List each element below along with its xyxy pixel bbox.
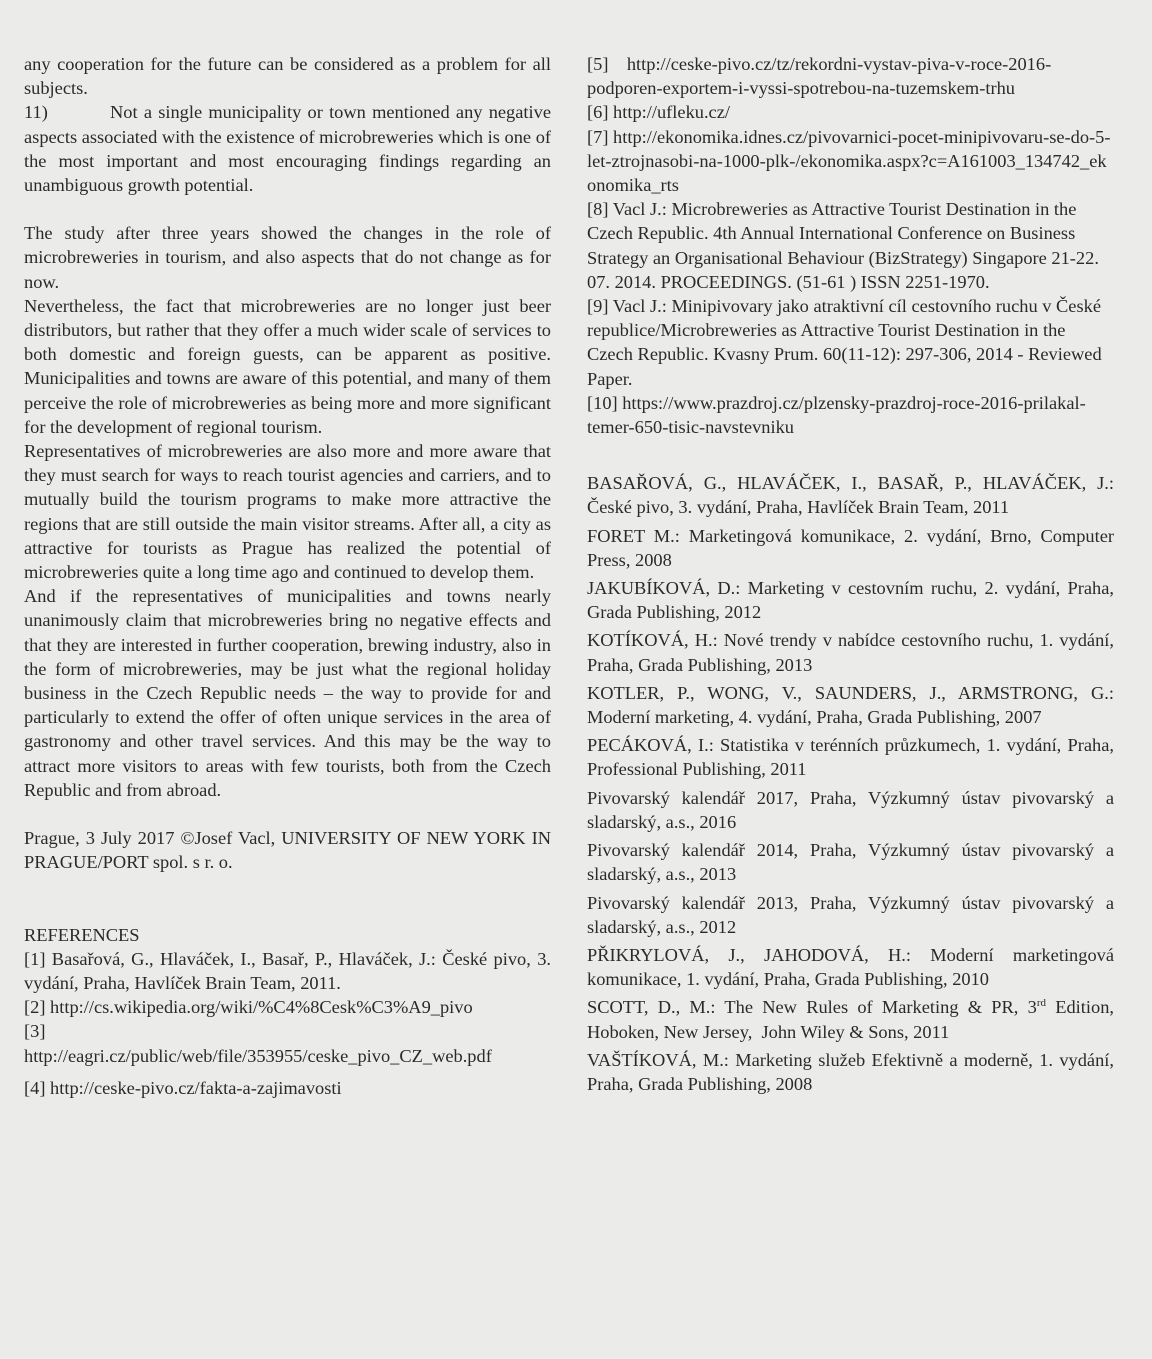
reference-8: [8] Vacl J.: Microbreweries as Attractive Tourist Destination in the Czech Republic. 4th Annual International Conference on Business Strategy an Organisational Behaviour (BizStrategy) Singapore 21-22. 07. 2014. PROCEEDINGS. (51-61 ) ISSN 2251-1970. <box>587 199 1099 292</box>
reference-4: [4] http://ceske-pivo.cz/fakta-a-zajimavosti <box>24 1077 342 1098</box>
bib-entry: FORET M.: Marketingová komunikace, 2. vydání, Brno, Computer Press, 2008 <box>587 525 1114 570</box>
reference-3-url: http://eagri.cz/public/web/file/353955/ceske_pivo_CZ_web.pdf <box>24 1045 492 1066</box>
reference-7: [7] http://ekonomika.idnes.cz/pivovarnici-pocet-minipivovaru-se-do-5-let-ztrojnasobi-na-1000-plk-/ekonomika.aspx?c=A161003_134742_ekonomika_rts <box>587 126 1111 196</box>
finding-11: 11) Not a single municipality or town mentioned any negative aspects associated with the existence of microbreweries which is one of the most important and most encouraging findings regarding an unambiguous growth potential. <box>24 102 552 196</box>
bib-entry: KOTÍKOVÁ, H.: Nové trendy v nabídce cestovního ruchu, 1. vydání, Praha, Grada Publishing, 2013 <box>587 630 1114 675</box>
reference-6: [6] http://ufleku.cz/ <box>587 102 730 123</box>
bib-entry: KOTLER, P., WONG, V., SAUNDERS, J., ARMSTRONG, G.: Moderní marketing, 4. vydání, Praha, Grada Publishing, 2007 <box>587 682 1114 728</box>
scott-superscript: rd <box>1036 997 1047 1010</box>
bib-entry: JAKUBÍKOVÁ, D.: Marketing v cestovním ruchu, 2. vydání, Praha, Grada Publishing, 2012 <box>587 578 1114 623</box>
bib-entry: Pivovarský kalendář 2013, Praha, Výzkumný ústav pivovarský a sladarský, a.s., 2012 <box>587 892 1114 937</box>
reference-1: [1] Basařová, G., Hlaváček, I., Basař, P., Hlaváček, J.: České pivo, 3. vydání, Praha, Havlíček Brain Team, 2011. <box>24 948 551 993</box>
conclusion-paragraph-4: And if the representatives of municipalities and towns nearly unanimously claim that microbreweries bring no negative effects and that they are interested in further cooperation, brewing industry, also in the form of microbreweries, may be just what the regional holiday business in the Czech Republic needs – the way to provide for and particularly to extend the offer of often unique services in the area of gastronomy and other travel services. And this may be the way to attract more visitors to areas with few tourists, both from the Czech Republic and from abroad. <box>24 586 551 800</box>
bib-entry: PŘIKRYLOVÁ, J., JAHODOVÁ, H.: Moderní marketingová komunikace, 1. vydání, Praha, Grada Publishing, 2010 <box>587 944 1114 990</box>
bib-entry: PECÁKOVÁ, I.: Statistika v terénních průzkumech, 1. vydání, Praha, Professional Publishing, 2011 <box>587 735 1114 780</box>
paragraph-continuation: any cooperation for the future can be considered as a problem for all subjects. <box>24 54 551 99</box>
right-column <box>587 52 1114 1100</box>
left-column <box>24 52 551 1100</box>
bib-entry: Pivovarský kalendář 2014, Praha, Výzkumný ústav pivovarský a sladarský, a.s., 2013 <box>587 840 1114 885</box>
bibliography <box>587 471 1114 1096</box>
conclusion-paragraph-3: Representatives of microbreweries are also more and more aware that they must search for ways to reach tourist agencies and carriers, and to mutually build the tourism programs to make more attractive the regions that are still outside the main visitor streams. After all, a city as attractive for tourists as Prague has realized the potential of microbreweries quite a long time ago and continued to develop them. <box>24 441 551 583</box>
bib-entry: Pivovarský kalendář 2017, Praha, Výzkumný ústav pivovarský a sladarský, a.s., 2016 <box>587 787 1114 832</box>
signature: Prague, 3 July 2017 ©Josef Vacl, UNIVERSITY OF NEW YORK IN PRAGUE/PORT spol. s r. o. <box>24 828 551 873</box>
conclusion-paragraph-2: Nevertheless, the fact that microbreweries are no longer just beer distributors, but rather that they offer a much wider scale of services to both domestic and foreign guests, can be apparent as positive. Municipalities and towns are aware of this potential, and many of them perceive the role of microbreweries as being more and more significant for the development of regional tourism. <box>24 295 551 437</box>
reference-5: [5] http://ceske-pivo.cz/tz/rekordni-vystav-piva-v-roce-2016-podporen-exportem-i-vyssi-spotrebou-na-tuzemskem-trhu <box>587 54 1052 99</box>
bib-entry-scott <box>587 995 1114 1043</box>
conclusion-intro: The study after three years showed the changes in the role of microbreweries in tourism, and also aspects that do not change as for now. <box>24 223 551 292</box>
reference-2: [2] http://cs.wikipedia.org/wiki/%C4%8Cesk%C3%A9_pivo <box>24 997 473 1018</box>
reference-10: [10] https://www.prazdroj.cz/plzensky-prazdroj-roce-2016-prilakal-temer-650-tisic-navstevniku <box>587 392 1086 438</box>
bib-entry: BASAŘOVÁ, G., HLAVÁČEK, I., BASAŘ, P., HLAVÁČEK, J.: České pivo, 3. vydání, Praha, Havlíček Brain Team, 2011 <box>587 473 1114 518</box>
references-heading: REFERENCES <box>24 924 140 945</box>
scott-main: SCOTT, D., M.: The New Rules of Marketing & PR, 3 <box>587 997 1037 1018</box>
scott-rest: Edition, Hoboken, New Jersey, John Wiley & Sons, 2011 <box>587 997 1115 1042</box>
reference-9: [9] Vacl J.: Minipivovary jako atraktivní cíl cestovního ruchu v České republice/Microbreweries as Attractive Tourist Destination in the Czech Republic. Kvasny Prum. 60(11-12): 297-306, 2014 - Reviewed Paper. <box>587 296 1102 389</box>
reference-3-label: [3] <box>24 1021 46 1042</box>
bib-entry: VAŠTÍKOVÁ, M.: Marketing služeb Efektivně a moderně, 1. vydání, Praha, Grada Publishing, 2008 <box>587 1049 1114 1094</box>
